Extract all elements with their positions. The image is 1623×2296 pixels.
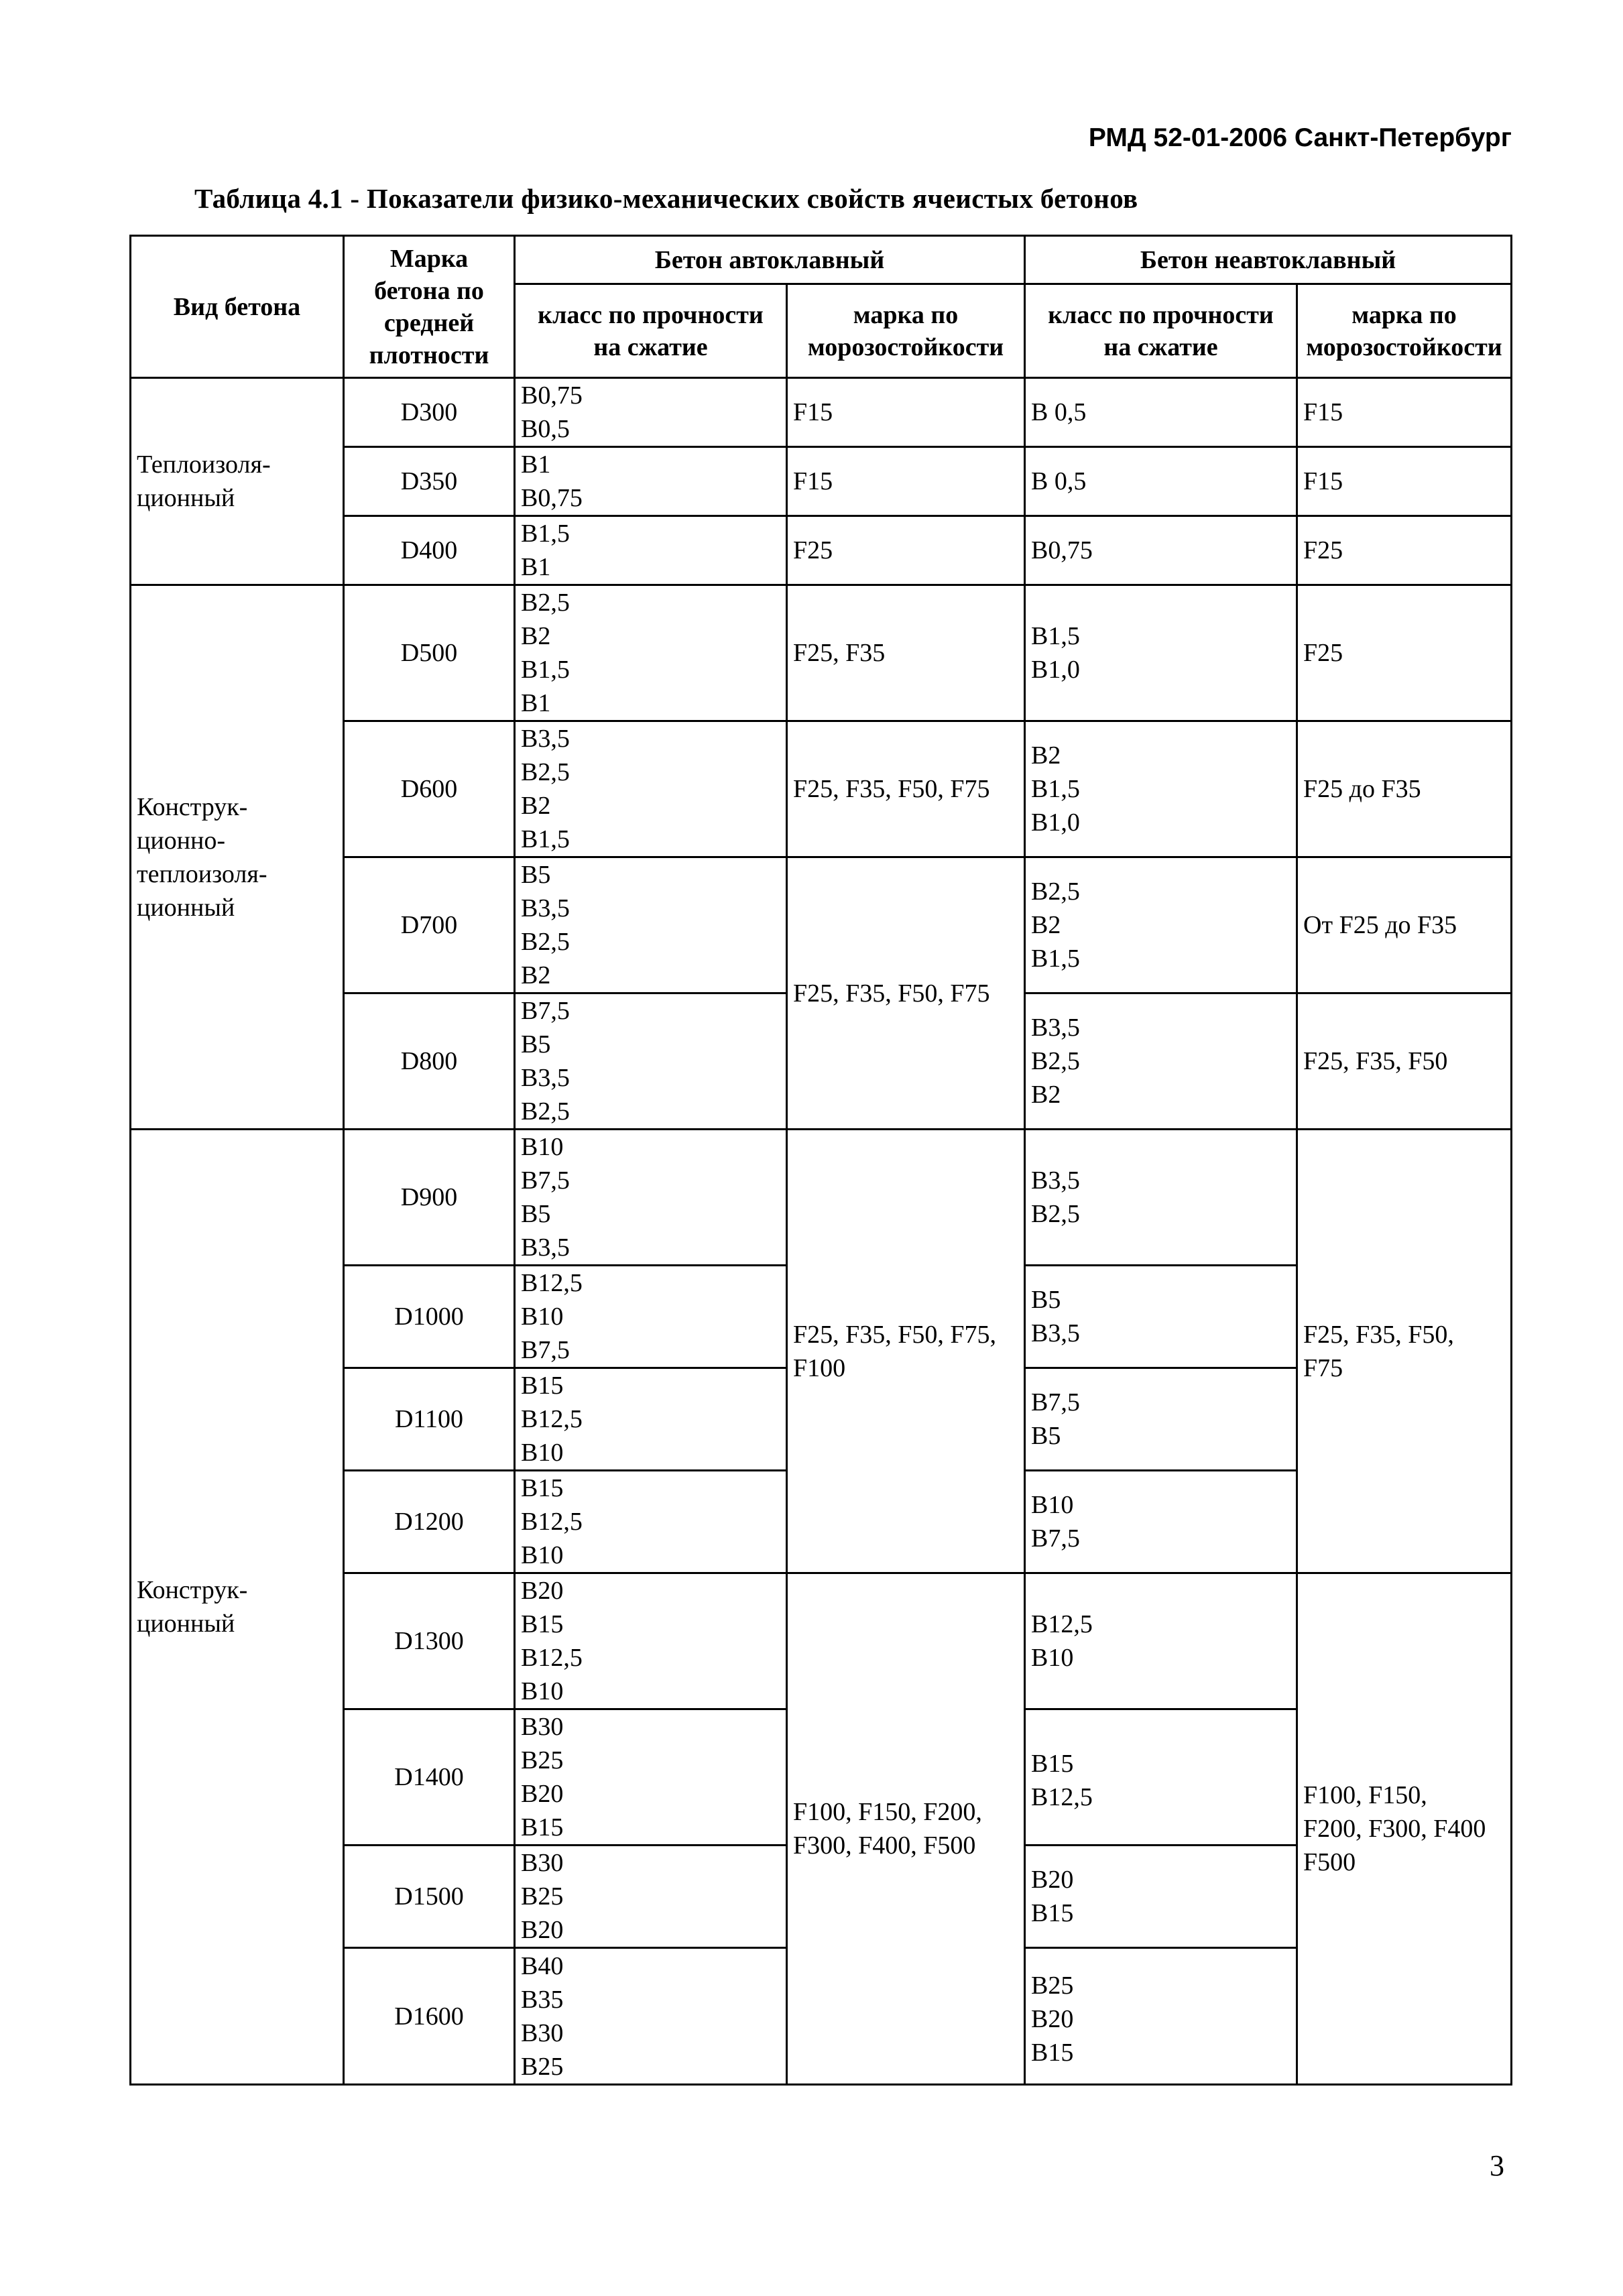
autoclave-frost-cell [787, 516, 1025, 585]
autoclave-class-cell [515, 447, 787, 516]
cell-line: В20 [521, 1577, 564, 1605]
autoclave-class-cell [515, 1709, 787, 1846]
cell-line: В2,5 [1031, 1047, 1080, 1075]
cell-line: Марка [389, 244, 469, 273]
cell-line: В2,5 [521, 1097, 570, 1126]
cell-line: В15 [521, 1610, 564, 1638]
cell-line: F25, F35 [793, 639, 886, 667]
cell-line: В25 [521, 2052, 564, 2081]
non-autoclave-class-cell [1025, 1130, 1297, 1266]
header-autoclave-frost-grade [787, 284, 1025, 378]
cell-line: ционный [137, 893, 235, 922]
autoclave-class-cell [515, 1846, 787, 1948]
cell-line: В25 [521, 1882, 564, 1911]
grade-cell: D300 [344, 378, 515, 447]
autoclave-class-cell [515, 993, 787, 1130]
cell-line: Конструк- [137, 792, 248, 821]
cell-line: F300, F400, F500 [793, 1831, 976, 1860]
cell-line: От F25 до F35 [1303, 911, 1457, 939]
header-autoclave-strength-class [515, 284, 787, 378]
cell-line: В12,5 [521, 1644, 583, 1672]
cell-line: В10 [521, 1439, 564, 1467]
page-number: 3 [1490, 2149, 1504, 2182]
autoclave-class-cell [515, 516, 787, 585]
grade-cell: D1200 [344, 1471, 515, 1573]
non-autoclave-class-cell [1025, 1709, 1297, 1846]
autoclave-frost-cell [787, 585, 1025, 721]
cell-line: В3,5 [521, 725, 570, 753]
cell-line: В2 [1031, 911, 1061, 939]
cell-line: морозостойкости [1306, 333, 1502, 361]
cell-line: В1 [521, 689, 551, 717]
cell-line: В30 [521, 1849, 564, 1877]
cell-line: В1,5 [1031, 622, 1080, 650]
grade-cell: D1600 [344, 1948, 515, 2085]
table-row [131, 585, 1512, 721]
document-header: РМД 52-01-2006 Санкт-Петербург [1088, 123, 1512, 152]
cell-line: F15 [793, 467, 833, 495]
cell-line: В0,5 [521, 415, 570, 443]
autoclave-class-cell [515, 1266, 787, 1368]
non-autoclave-frost-cell [1297, 1130, 1512, 1573]
cell-line: В10 [521, 1133, 564, 1161]
cell-line: В2,5 [521, 758, 570, 786]
autoclave-class-cell [515, 1368, 787, 1471]
non-autoclave-frost-cell [1297, 585, 1512, 721]
non-autoclave-frost-cell [1297, 516, 1512, 585]
cell-line: В1,5 [1031, 775, 1080, 803]
cell-line: F25 [1303, 536, 1343, 564]
cell-line: F100, F150, [1303, 1781, 1427, 1809]
cell-line: В12,5 [1031, 1783, 1093, 1811]
concrete-type-cell [131, 378, 344, 585]
cell-line: средней [383, 308, 475, 337]
cell-line: В3,5 [521, 894, 570, 922]
cell-line: В20 [521, 1780, 564, 1808]
non-autoclave-class-cell [1025, 1368, 1297, 1471]
cell-line: В7,5 [1031, 1524, 1080, 1553]
cell-line: класс по прочности [1048, 300, 1274, 329]
autoclave-frost-cell [787, 378, 1025, 447]
cell-line: F15 [793, 398, 833, 426]
cell-line: F200, F300, F400 [1303, 1815, 1486, 1843]
cell-line: В12,5 [521, 1269, 583, 1297]
cell-line: В20 [521, 1916, 564, 1944]
non-autoclave-class-cell [1025, 585, 1297, 721]
non-autoclave-class-cell [1025, 993, 1297, 1130]
cell-line: Теплоизоля- [137, 450, 271, 479]
non-autoclave-frost-cell [1297, 378, 1512, 447]
cell-line: теплоизоля- [137, 859, 267, 888]
autoclave-class-cell [515, 585, 787, 721]
autoclave-class-cell [515, 857, 787, 993]
header-density-grade [344, 236, 515, 378]
cell-line: В2 [521, 622, 551, 650]
cell-line: В25 [521, 1746, 564, 1774]
cell-line: В20 [1031, 2004, 1074, 2033]
grade-cell: D900 [344, 1130, 515, 1266]
non-autoclave-class-cell [1025, 1266, 1297, 1368]
cell-line: В25 [1031, 1971, 1074, 2000]
cell-line: В30 [521, 1713, 564, 1741]
cell-line: В12,5 [521, 1405, 583, 1433]
cell-line: В1,0 [1031, 808, 1080, 837]
cell-line: В3,5 [1031, 1166, 1080, 1195]
autoclave-class-cell [515, 378, 787, 447]
cell-line: В15 [521, 1474, 564, 1502]
cell-line: F25 до F35 [1303, 775, 1421, 803]
cell-line: F25, F35, F50, F75 [793, 775, 990, 803]
cell-line: В2 [521, 961, 551, 989]
grade-cell: D500 [344, 585, 515, 721]
cell-line: В0,75 [521, 484, 583, 512]
cell-line: F25, F35, F50, F75, [793, 1320, 997, 1349]
cell-line: В2,5 [521, 589, 570, 617]
cell-line: бетона по [374, 276, 484, 305]
cell-line: В12,5 [1031, 1610, 1093, 1638]
cell-line: В10 [521, 1303, 564, 1331]
cell-line: ционно- [137, 826, 225, 855]
non-autoclave-class-cell [1025, 447, 1297, 516]
cell-line: В2,5 [521, 928, 570, 956]
autoclave-class-cell [515, 1948, 787, 2085]
cell-line: F25, F35, F50, F75 [793, 979, 990, 1008]
cell-line: В12,5 [521, 1508, 583, 1536]
cell-line: В1,5 [521, 520, 570, 548]
non-autoclave-class-cell [1025, 378, 1297, 447]
concrete-properties-table [129, 235, 1512, 2086]
cell-line: В40 [521, 1951, 564, 1980]
grade-cell: D400 [344, 516, 515, 585]
autoclave-class-cell [515, 1573, 787, 1709]
header-non-autoclave-frost-grade [1297, 284, 1512, 378]
cell-line: F15 [1303, 398, 1343, 426]
grade-cell: D1400 [344, 1709, 515, 1846]
cell-line: F500 [1303, 1848, 1356, 1876]
cell-line: В3,5 [521, 1233, 570, 1262]
non-autoclave-frost-cell [1297, 447, 1512, 516]
cell-line: В 0,5 [1031, 398, 1087, 426]
non-autoclave-class-cell [1025, 1948, 1297, 2085]
grade-cell: D800 [344, 993, 515, 1130]
autoclave-frost-cell [787, 857, 1025, 1130]
cell-line: В5 [1031, 1286, 1061, 1314]
header-non-autoclave-strength-class [1025, 284, 1297, 378]
cell-line: плотности [369, 341, 489, 369]
cell-line: на сжатие [1103, 333, 1218, 361]
grade-cell: D1300 [344, 1573, 515, 1709]
cell-line: В1,5 [1031, 945, 1080, 973]
cell-line: В3,5 [521, 1064, 570, 1092]
grade-cell: D600 [344, 721, 515, 857]
concrete-type-cell [131, 1130, 344, 2085]
cell-line: морозостойкости [807, 333, 1004, 361]
cell-line: В20 [1031, 1866, 1074, 1894]
cell-line: Конструк- [137, 1576, 248, 1604]
cell-line: В15 [521, 1813, 564, 1841]
cell-line: В15 [1031, 2038, 1074, 2067]
non-autoclave-frost-cell [1297, 721, 1512, 857]
non-autoclave-class-cell [1025, 1573, 1297, 1709]
table-row [131, 378, 1512, 447]
header-autoclave: Бетон автоклавный [515, 236, 1025, 284]
cell-line: ционный [137, 484, 235, 512]
non-autoclave-class-cell [1025, 1471, 1297, 1573]
cell-line: В0,75 [1031, 536, 1093, 564]
cell-line: В3,5 [1031, 1319, 1080, 1347]
cell-line: F100, F150, F200, [793, 1798, 982, 1826]
cell-line: В15 [1031, 1899, 1074, 1927]
cell-line: В7,5 [521, 1166, 570, 1195]
cell-line: F25, F35, F50 [1303, 1047, 1448, 1075]
grade-cell: D350 [344, 447, 515, 516]
cell-line: В 0,5 [1031, 467, 1087, 495]
cell-line: F25, F35, F50, [1303, 1320, 1454, 1349]
cell-line: В3,5 [1031, 1014, 1080, 1042]
cell-line: В35 [521, 1985, 564, 2014]
non-autoclave-class-cell [1025, 516, 1297, 585]
cell-line: В2 [1031, 1081, 1061, 1109]
cell-line: F100 [793, 1353, 846, 1382]
cell-line: В10 [1031, 1491, 1074, 1519]
grade-cell: D700 [344, 857, 515, 993]
cell-line: F75 [1303, 1353, 1343, 1382]
cell-line: В15 [521, 1372, 564, 1400]
autoclave-class-cell [515, 1471, 787, 1573]
cell-line: В1,5 [521, 825, 570, 853]
header-non-autoclave: Бетон неавтоклавный [1025, 236, 1512, 284]
cell-line: В7,5 [521, 997, 570, 1025]
grade-cell: D1500 [344, 1846, 515, 1948]
non-autoclave-frost-cell [1297, 993, 1512, 1130]
cell-line: В2,5 [1031, 1200, 1080, 1228]
autoclave-class-cell [515, 721, 787, 857]
cell-line: В5 [521, 861, 551, 889]
cell-line: ционный [137, 1610, 235, 1638]
cell-line: В2 [1031, 741, 1061, 770]
grade-cell: D1000 [344, 1266, 515, 1368]
cell-line: F25 [1303, 639, 1343, 667]
cell-line: В0,75 [521, 381, 583, 410]
autoclave-class-cell [515, 1130, 787, 1266]
cell-line: марка по [1351, 300, 1457, 329]
cell-line: F25 [793, 536, 833, 564]
table-row [131, 1130, 1512, 1266]
cell-line: на сжатие [593, 333, 708, 361]
non-autoclave-frost-cell [1297, 1573, 1512, 2085]
cell-line: В10 [521, 1541, 564, 1569]
non-autoclave-class-cell [1025, 1846, 1297, 1948]
cell-line: В10 [521, 1677, 564, 1705]
cell-line: В2,5 [1031, 878, 1080, 906]
cell-line: В5 [521, 1200, 551, 1228]
cell-line: марка по [853, 300, 959, 329]
cell-line: класс по прочности [538, 300, 764, 329]
cell-line: В10 [1031, 1644, 1074, 1672]
autoclave-frost-cell [787, 721, 1025, 857]
header-concrete-type: Вид бетона [131, 236, 344, 378]
autoclave-frost-cell [787, 1130, 1025, 1573]
cell-line: В1 [521, 450, 551, 479]
grade-cell: D1100 [344, 1368, 515, 1471]
cell-line: В5 [1031, 1422, 1061, 1450]
cell-line: В7,5 [521, 1336, 570, 1364]
cell-line: F15 [1303, 467, 1343, 495]
cell-line: В2 [521, 792, 551, 820]
non-autoclave-class-cell [1025, 857, 1297, 993]
autoclave-frost-cell [787, 1573, 1025, 2085]
cell-line: В1,0 [1031, 656, 1080, 684]
cell-line: В1 [521, 553, 551, 581]
non-autoclave-frost-cell [1297, 857, 1512, 993]
cell-line: В30 [521, 2018, 564, 2047]
non-autoclave-class-cell [1025, 721, 1297, 857]
table-caption: Таблица 4.1 - Показатели физико-механических свойств ячеистых бетонов [194, 183, 1138, 214]
cell-line: В1,5 [521, 656, 570, 684]
cell-line: В5 [521, 1030, 551, 1059]
concrete-type-cell [131, 585, 344, 1130]
autoclave-frost-cell [787, 447, 1025, 516]
cell-line: В15 [1031, 1750, 1074, 1778]
cell-line: В7,5 [1031, 1388, 1080, 1416]
